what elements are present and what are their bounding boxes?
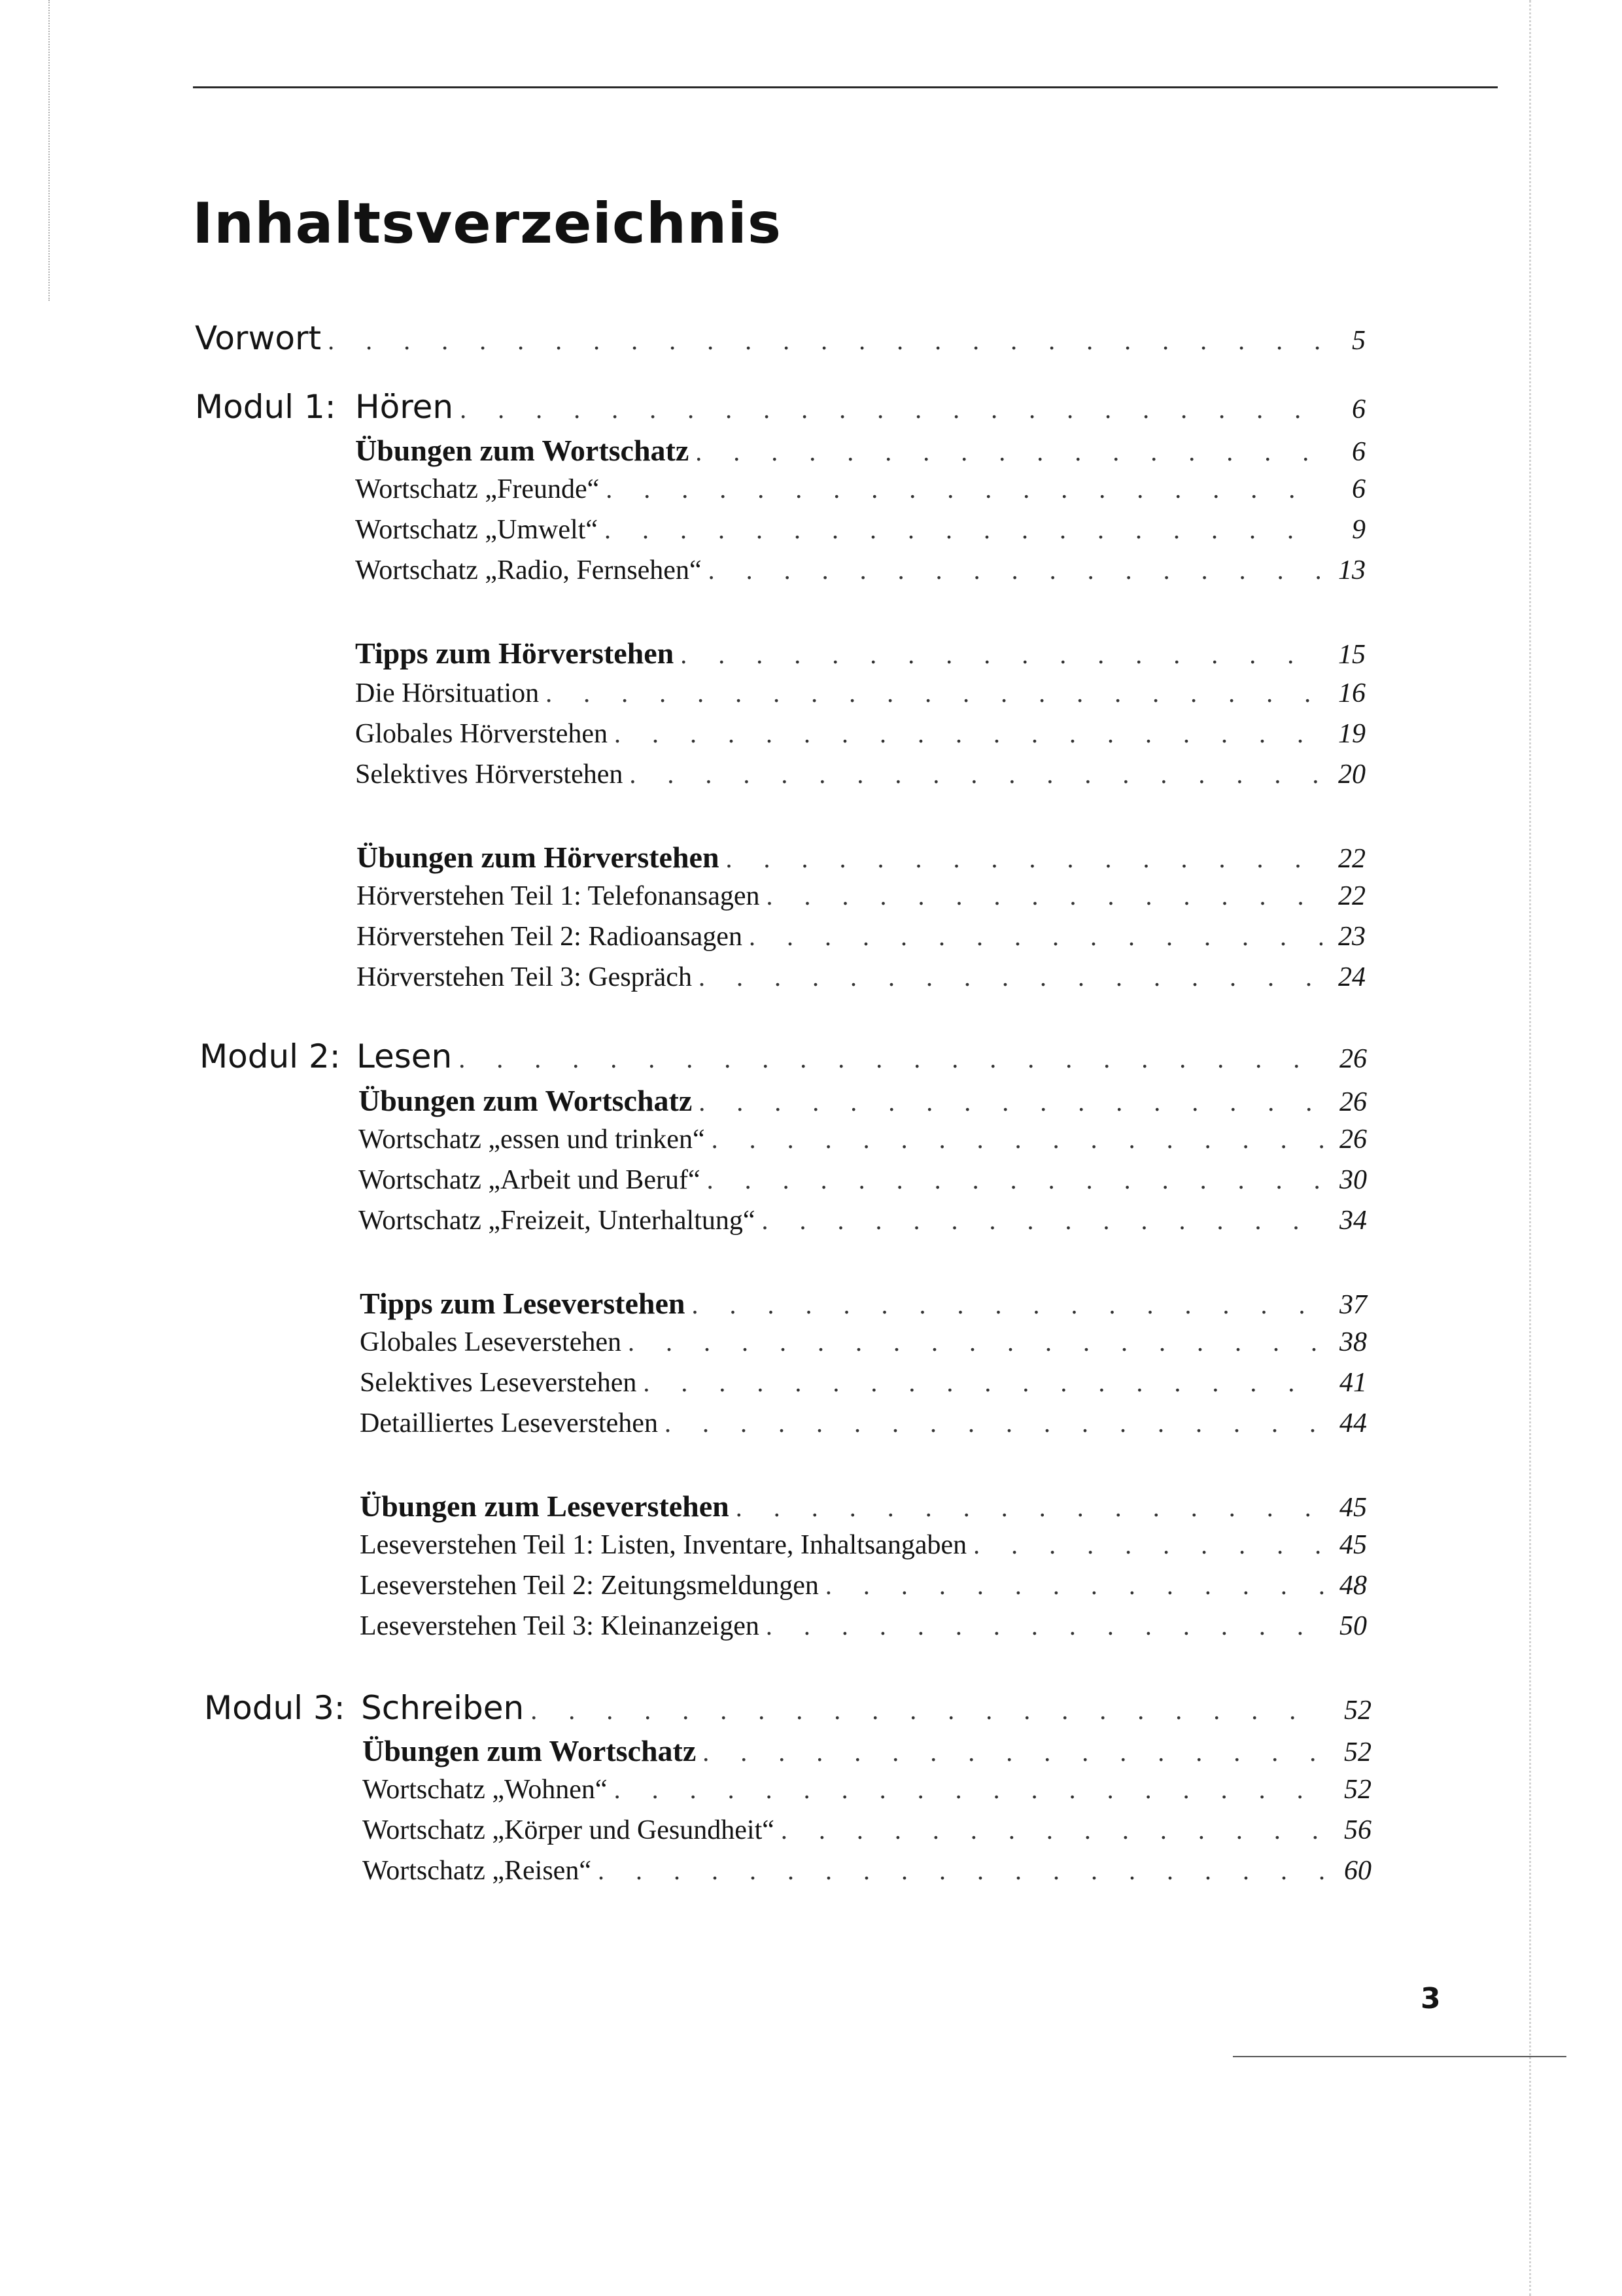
toc-label: Übungen zum Hörverstehen <box>356 841 719 874</box>
toc-item[interactable] <box>356 962 1366 993</box>
leader-dots <box>702 1737 1328 1767</box>
toc-label: Globales Leseverstehen <box>360 1327 622 1357</box>
toc-page: 13 <box>1338 555 1366 585</box>
toc-page: 22 <box>1338 881 1366 911</box>
toc-page: 41 <box>1339 1368 1367 1398</box>
toc-page: 52 <box>1344 1737 1372 1767</box>
modul-prefix: Modul 3: <box>204 1689 345 1727</box>
leader-dots <box>460 394 1322 425</box>
toc-page: 52 <box>1344 1696 1372 1726</box>
toc-item[interactable] <box>362 1774 1372 1805</box>
toc-page: 60 <box>1344 1856 1372 1886</box>
toc-label: Wortschatz „Arbeit und Beruf“ <box>358 1165 700 1195</box>
leader-dots <box>598 1855 1328 1886</box>
toc-item[interactable] <box>362 1815 1372 1846</box>
leader-dots <box>695 436 1322 467</box>
toc-page: 23 <box>1338 922 1366 952</box>
leader-dots <box>606 474 1322 504</box>
toc-label: Leseverstehen Teil 2: Zeitungsmeldungen <box>360 1571 819 1601</box>
toc-page: 6 <box>1352 474 1366 504</box>
toc-item[interactable] <box>355 474 1366 505</box>
toc-label: Wortschatz „Wohnen“ <box>362 1775 608 1805</box>
toc-label: Wortschatz „Umwelt“ <box>355 515 598 545</box>
toc-section[interactable] <box>356 840 1366 875</box>
toc-page: 9 <box>1352 515 1366 545</box>
toc-item[interactable] <box>360 1408 1367 1439</box>
toc-page: 50 <box>1339 1611 1367 1641</box>
toc-label: Übungen zum Wortschatz <box>355 434 689 467</box>
toc-label: Detailliertes Leseverstehen <box>360 1408 658 1438</box>
toc-label: Vorwort <box>195 319 322 357</box>
toc-label <box>195 388 453 426</box>
toc-item[interactable] <box>355 514 1366 546</box>
toc-item[interactable] <box>360 1367 1367 1399</box>
toc-item[interactable] <box>362 1855 1372 1887</box>
leader-dots <box>973 1529 1324 1560</box>
toc-label: Tipps zum Hörverstehen <box>355 636 674 670</box>
toc-page: 19 <box>1338 719 1366 749</box>
toc-section[interactable] <box>362 1733 1372 1768</box>
leader-dots <box>328 325 1322 356</box>
toc-label: Wortschatz „Reisen“ <box>362 1856 591 1886</box>
toc-page: 24 <box>1338 962 1366 992</box>
leader-dots <box>712 1124 1324 1155</box>
toc-page: 44 <box>1339 1408 1367 1438</box>
toc-label: Leseverstehen Teil 3: Kleinanzeigen <box>360 1611 759 1641</box>
toc-item[interactable] <box>360 1610 1367 1642</box>
toc-entry-modul-2[interactable] <box>199 1037 1367 1075</box>
toc-item[interactable] <box>355 678 1366 709</box>
toc-section[interactable] <box>358 1083 1367 1118</box>
toc-label <box>204 1689 524 1727</box>
toc-label: Übungen zum Wortschatz <box>358 1084 693 1117</box>
toc-section[interactable] <box>355 433 1366 468</box>
toc-page: 26 <box>1339 1044 1367 1074</box>
toc-item[interactable] <box>358 1205 1367 1236</box>
toc-label: Wortschatz „Radio, Fernsehen“ <box>355 555 702 585</box>
toc-item[interactable] <box>356 880 1366 912</box>
leader-dots <box>458 1043 1324 1074</box>
leader-dots <box>614 1774 1328 1805</box>
toc-page: 5 <box>1352 326 1366 356</box>
toc-entry-vorwort[interactable] <box>195 319 1366 357</box>
leader-dots <box>781 1815 1328 1845</box>
toc-page: 45 <box>1339 1493 1367 1523</box>
leader-dots <box>530 1695 1328 1726</box>
toc-label: Hörverstehen Teil 3: Gespräch <box>356 962 692 992</box>
toc-page: 26 <box>1339 1124 1367 1155</box>
toc-page: 56 <box>1344 1815 1372 1845</box>
toc-page: 30 <box>1339 1165 1367 1195</box>
leader-dots <box>643 1367 1324 1398</box>
leader-dots <box>628 1327 1324 1357</box>
page-title: Inhaltsverzeichnis <box>192 191 782 256</box>
toc-page: 20 <box>1338 759 1366 790</box>
leader-dots <box>766 1610 1324 1641</box>
toc-item[interactable] <box>360 1327 1367 1358</box>
toc-label <box>199 1037 452 1075</box>
leader-dots <box>614 718 1322 749</box>
toc-item[interactable] <box>355 555 1366 586</box>
toc-entry-modul-1[interactable] <box>195 388 1366 426</box>
toc-item[interactable] <box>358 1164 1367 1196</box>
leader-dots <box>629 759 1322 790</box>
toc-page: 48 <box>1339 1571 1367 1601</box>
toc-label: Hörverstehen Teil 2: Radioansagen <box>356 922 742 952</box>
toc-page: 26 <box>1339 1087 1367 1117</box>
modul-title: Hören <box>355 388 454 426</box>
toc-item[interactable] <box>358 1124 1367 1155</box>
modul-prefix: Modul 2: <box>199 1037 341 1075</box>
toc-item[interactable] <box>356 921 1366 952</box>
page-number: 3 <box>1421 1982 1441 2015</box>
leader-dots <box>664 1408 1324 1438</box>
toc-page: 37 <box>1339 1290 1367 1320</box>
toc-label: Wortschatz „Körper und Gesundheit“ <box>362 1815 774 1845</box>
leader-dots <box>699 1087 1324 1117</box>
toc-page: 45 <box>1339 1530 1367 1560</box>
toc-page: 38 <box>1339 1327 1367 1357</box>
leader-dots <box>762 1205 1324 1236</box>
leader-dots <box>692 1289 1324 1320</box>
leader-dots <box>604 514 1322 545</box>
leader-dots <box>699 962 1322 992</box>
toc-label: Wortschatz „Freizeit, Unterhaltung“ <box>358 1206 755 1236</box>
toc-item[interactable] <box>360 1529 1367 1561</box>
modul-title: Schreiben <box>361 1689 525 1727</box>
toc-label: Leseverstehen Teil 1: Listen, Inventare, Inhaltsangaben <box>360 1530 967 1560</box>
toc-section[interactable] <box>360 1286 1367 1321</box>
modul-prefix: Modul 1: <box>195 388 336 426</box>
toc-label: Übungen zum Wortschatz <box>362 1734 697 1767</box>
toc-label: Hörverstehen Teil 1: Telefonansagen <box>356 881 760 911</box>
modul-title: Lesen <box>356 1037 453 1075</box>
toc-label: Die Hörsituation <box>355 678 540 708</box>
toc-page: 6 <box>1352 394 1366 425</box>
toc-section[interactable] <box>355 636 1366 670</box>
leader-dots <box>726 843 1322 874</box>
toc-label: Wortschatz „essen und trinken“ <box>358 1124 705 1155</box>
leader-dots <box>545 678 1322 708</box>
toc-page: 15 <box>1338 640 1366 670</box>
leader-dots <box>749 921 1322 952</box>
leader-dots <box>825 1570 1324 1601</box>
leader-dots <box>680 639 1322 670</box>
toc-label: Übungen zum Leseverstehen <box>360 1489 729 1523</box>
toc-label: Selektives Leseverstehen <box>360 1368 637 1398</box>
toc-item[interactable] <box>355 759 1366 790</box>
toc-entry-modul-3[interactable] <box>204 1689 1372 1727</box>
toc-label: Selektives Hörverstehen <box>355 759 623 790</box>
toc-page: 52 <box>1344 1775 1372 1805</box>
toc-item[interactable] <box>360 1570 1367 1601</box>
toc-item[interactable] <box>355 718 1366 750</box>
toc-page: 6 <box>1352 437 1366 467</box>
leader-dots <box>707 1164 1324 1195</box>
toc-section[interactable] <box>360 1489 1367 1523</box>
footer-rule <box>1233 2056 1566 2057</box>
toc-page: 16 <box>1338 678 1366 708</box>
toc-page: 22 <box>1338 844 1366 874</box>
leader-dots <box>708 555 1322 585</box>
toc-label: Wortschatz „Freunde“ <box>355 474 600 504</box>
leader-dots <box>767 880 1322 911</box>
toc-label: Tipps zum Leseverstehen <box>360 1287 685 1320</box>
toc-page: 34 <box>1339 1206 1367 1236</box>
leader-dots <box>736 1492 1324 1523</box>
toc-label: Globales Hörverstehen <box>355 719 608 749</box>
